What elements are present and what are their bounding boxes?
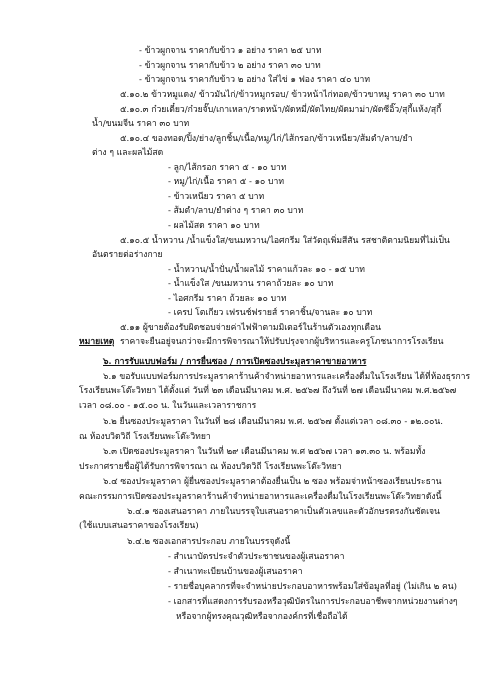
- text-line: ๖.๒ ยื่นซองประมูลราคา ในวันที่ ๒๘ เดือนมีนาคม พ.ศ. ๒๕๖๗ ตั้งแต่เวลา ๐๘.๓๐ - ๑๒.๐๐น.: [103, 417, 443, 427]
- text-line: ๖.๔ ซองประมูลราคา ผู้ยื่นซองประมูลราคาต้องยื่นเป็น ๒ ซอง พร้อมจ่าหน้าซองเรียนประธาน: [103, 477, 442, 487]
- text-line: - ข้าวผูกจาน ราคากับข้าว ๒ อย่าง ใส่ไข่ ๑ ฟอง ราคา ๔๐ บาท: [139, 75, 371, 85]
- text-line: ๖.๓ เปิดซองประมูลราคา ในวันที่ ๒๙ เดือนมีนาคม พ.ศ ๒๕๖๗ เวลา ๑๓.๓๐ น. พร้อมทั้ง: [103, 447, 426, 457]
- text-line: ๕.๑๐.๕ น้ำหวาน /น้ำแข็งใส/ขนมหวาน/ไอศกรีม ใส่วัตถุเพิ่มสีสัน รสชาติตามนิยมที่ไม่เป็น: [120, 236, 450, 246]
- text-line: - ข้าวเหนียว ราคา ๕ บาท: [168, 192, 265, 202]
- text-line: - รายชื่อบุคลากรที่จะจำหน่ายประกอบอาหารพร้อมใส่ข้อมูลที่อยู่ (ไม่เกิน ๒ คน): [168, 582, 457, 592]
- text-line: ราคาจะยืนอยู่จนกว่าจะมีการพิจารณาให้ปรับปรุงจากผู้บริหารและครูโภชนาการโรงเรียน: [120, 337, 444, 347]
- text-line: เวลา ๐๘.๐๐ - ๑๕.๐๐ น. ในวันและเวลาราชการ: [79, 401, 257, 411]
- text-line: หรือจากผู้ทรงคุณวุฒิหรือจากองค์กรที่เชื่อถือได้: [176, 612, 348, 622]
- text-line: ๕.๑๐.๒ ข้าวหมูแดง/ ข้าวมันไก่/ข้าวหมูกรอบ/ ข้าวหน้าไก่ทอด/ข้าวขาหมู ราคา ๓๐ บาท: [120, 90, 445, 100]
- text-line: - น้ำหวาน/น้ำปั่น/น้ำผลไม้ ราคาแก้วละ ๑๐ - ๑๕ บาท: [168, 265, 365, 275]
- text-line: ๖.๔.๒ ซองเอกสารประกอบ ภายในบรรจุดังนี้: [127, 537, 291, 547]
- text-line: - ส้มตำ/ลาบ/ยำต่าง ๆ ราคา ๓๐ บาท: [168, 206, 304, 216]
- text-line: - เอกสารที่แสดงการรับรองหรือวุฒิบัตรในการประกอบอาชีพจากหน่วยงานต่างๆ: [168, 597, 458, 607]
- text-line: - สำเนาบัตรประจำตัวประชาชนของผู้เสนอราคา: [168, 552, 345, 562]
- text-line: คณะกรรมการเปิดซองประมูลราคาร้านค้าจำหน่ายอาหารและเครื่องดื่มในโรงเรียนพะโต๊ะวิทยาดังนี้: [79, 492, 442, 502]
- text-line: - ไอศกรีม ราคา ถ้วยละ ๑๐ บาท: [168, 294, 287, 304]
- text-line: ประกาศรายชื่อผู้ได้รับการพิจารณา ณ ห้องบวิดวิถี โรงเรียนพะโต๊ะวิทยา: [79, 462, 342, 472]
- text-line: - เครป โตเกียว เฟรนช์ฟรายส์ ราคาชิ้น/จานละ ๑๐ บาท: [168, 308, 373, 318]
- text-line: (ใช้แบบเสนอราคาของโรงเรียน): [79, 521, 199, 531]
- text-line: - ข้าวผูกจาน ราคากับข้าว ๑ อย่าง ราคา ๒๕ บาท: [139, 46, 322, 56]
- note-label: หมายเหตุ: [79, 337, 115, 347]
- text-line: ๖.๑ ขอรับแบบฟอร์มการประมูลราคาร้านค้าจำหน่ายอาหารและเครื่องดื่มในโรงเรียน ได้ที่ห้องธุรการ: [103, 372, 471, 382]
- section-title: ๖. การรับแบบฟอร์ม / การยื่นซอง / การเปิดซองประมูลราคาขายอาหาร: [103, 357, 367, 367]
- text-line: ๕.๑๑ ผู้ขายต้องรับผิดชอบจ่ายค่าไฟฟ้าตามมิเตอร์ในร้านตัวเองทุกเดือน: [120, 323, 382, 333]
- text-line: - ลูก/ไส้กรอก ราคา ๕ - ๑๐ บาท: [168, 163, 287, 173]
- text-line: ต่าง ๆ และผลไม้สด: [92, 148, 164, 158]
- text-line: ๖.๔.๑ ซองเสนอราคา ภายในบรรจุใบเสนอราคาเป็นตัวเลขและตัวอักษรตรงกันชัดเจน: [127, 507, 440, 517]
- text-line: - ผลไม้สด ราคา ๑๐ บาท: [168, 221, 260, 231]
- text-line: ๕.๑๐.๔ ของทอด/ปิ้ง/ย่าง/ลูกชิ้น/เนื้อ/หมู/ไก่/ไส้กรอก/ข้าวเหนียว/ส้มตำ/ลาบ/ยำ: [120, 134, 413, 144]
- text-line: ณ ห้องบวิดวิถี โรงเรียนพะโต๊ะวิทยา: [79, 432, 211, 442]
- text-line: - น้ำแข็งใส /ขนมหวาน ราคาถ้วยละ ๑๐ บาท: [168, 279, 334, 289]
- text-line: อันตรายต่อร่างกาย: [92, 250, 163, 260]
- text-line: - หมู/ไก่/เนื้อ ราคา ๕ - ๑๐ บาท: [168, 177, 284, 187]
- text-line: - สำเนาทะเบียนบ้านของผู้เสนอราคา: [168, 567, 303, 577]
- text-line: ๕.๑๐.๓ ก๋วยเตี๋ยว/ก๋วยจั๊บ/เกาเหลา/ราดหน้า/ผัดหมี่/ผัดไทย/ผัดมาม่า/ผัดซีอิ๊ว/สุกี้แห้ง/สุกี้: [120, 105, 442, 115]
- text-line: โรงเรียนพะโต๊ะวิทยา ได้ตั้งแต่ วันที่ ๒๓ เดือนมีนาคม พ.ศ. ๒๕๖๗ ถึงวันที่ ๒๗ เดือนมีนาคม พ.ศ.๒๕๖๗: [79, 386, 457, 396]
- text-line: น้ำ/ขนมจีน ราคา ๓๐ บาท: [92, 119, 190, 129]
- text-line: - ข้าวผูกจาน ราคากับข้าว ๒ อย่าง ราคา ๓๐ บาท: [139, 61, 321, 71]
